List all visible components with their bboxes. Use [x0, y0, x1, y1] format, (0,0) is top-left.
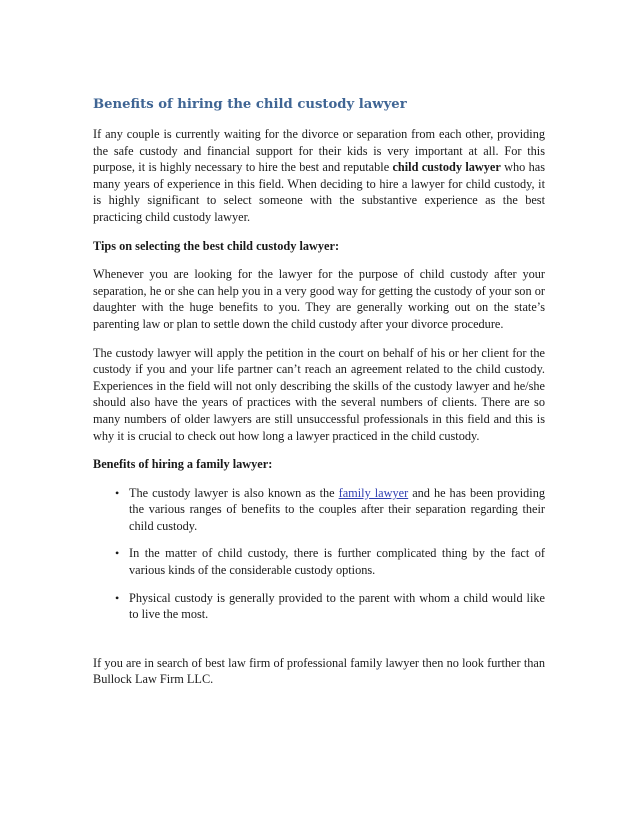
family-lawyer-link[interactable]: family lawyer: [338, 485, 409, 500]
intro-paragraph: [93, 126, 545, 226]
document-body: [93, 96, 545, 700]
tips-paragraph-1: Whenever you are looking for the lawyer for the purpose of child custody after your separation, he or she can help you in a very good way for getting the custody of your son or daughter with the huge benefits to you. They are generally working out on the state’s parenting law or plan to settle down the child custody after your divorce procedure.: [93, 267, 545, 331]
tips-heading: Tips on selecting the best child custody lawyer:: [93, 238, 340, 253]
bullet-2-text: In the matter of child custody, there is further complicated thing by the fact of various kinds of the considerable custody options.: [129, 546, 545, 578]
intro-text-start: If any couple is currently waiting for the divorce or separation from each other, providing the safe custody and financial support for their kids is very important at all. For this purpose, it is highly necessary to hire the best and reputable: [93, 127, 545, 175]
bullet-3-text: Physical custody is generally provided to the parent with whom a child would like to live the most.: [129, 590, 545, 622]
intro-bold-keyword: child custody lawyer: [392, 160, 501, 175]
list-item: [93, 590, 545, 623]
tips-paragraph-2: The custody lawyer will apply the petition in the court on behalf of his or her client for the custody if you and your life partner can’t reach an agreement related to the child custody. Experiences in the field will not only describing the skills of the custody lawyer and he/she should also have the years of practices with the several numbers of clients. There are so many numbers of older lawyers are still unsuccessful professionals in this field and this is why it is crucial to check out how long a lawyer practiced in the child custody.: [93, 345, 545, 443]
benefits-list: [93, 485, 545, 623]
bullet-1-text-start: The custody lawyer is also known as the: [129, 485, 339, 500]
bullet-icon: •: [115, 546, 120, 561]
page-title: Benefits of hiring the child custody lawyer: [93, 97, 407, 112]
intro-text-end: who has many years of experience in this field. When deciding to hire a lawyer for child custody, it is highly significant to select someone with the substantive experience as the best practicing child custody lawyer.: [93, 160, 545, 224]
closing-paragraph: If you are in search of best law firm of professional family lawyer then no look further than Bullock Law Firm LLC.: [93, 655, 545, 687]
list-item: [93, 485, 545, 535]
list-item: [93, 545, 545, 578]
bullet-icon: •: [115, 485, 120, 500]
bullet-icon: •: [115, 590, 120, 605]
benefits-heading: Benefits of hiring a family lawyer:: [93, 457, 273, 472]
bullet-1-text-end: and he has been providing the various ranges of benefits to the couples after their separation regarding their child custody.: [129, 485, 545, 533]
